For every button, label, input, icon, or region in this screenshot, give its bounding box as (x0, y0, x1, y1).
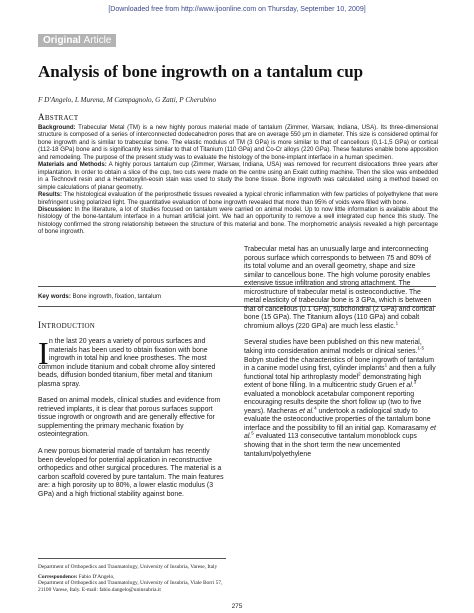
citation-ref: 4 (314, 405, 317, 411)
right-p2-a: Several studies have been published on this new material, taking into consideration animal models or clinical series. (244, 339, 422, 356)
intro-p1-line-3: ingrowth in total hip and knee prostheses. The most (49, 355, 207, 363)
citation-ref: 3 (413, 379, 417, 385)
introduction-heading-first: I (38, 320, 42, 330)
right-p2-c: and then a fully functional total hip arthroplasty model (244, 365, 436, 381)
abstract-methods-text: A highly porous tantalum cup (Zimmer, Warsaw, Indiana, USA) was removed for recurrent dislocations three years after implantation. In order to obtain a slice of the cup, two cuts were made on the centre using an Exakt cutting machine. Then the slice was embedded in a Technovit resin and a Hematoxylin-eosin stain was used to study the bone tissue. Bone ingrowth was calculated using a method based on simple calculations of planar geometry. (38, 161, 439, 191)
et-al: et al. (244, 424, 436, 441)
right-column (244, 246, 436, 459)
right-paragraph-2 (244, 339, 436, 459)
abstract-background-text: Trabecular Metal (TM) is a new highly porous material made of tantalum (Zimmer, Warsaw, Indiana, USA). Its three-dimensional structure is composed of a series of interconnected dodecahedron pores that are on average 550 μm in diameter. This size is considered optimal for bone ingrowth and is similar to trabecular bone. The elastic modulus of TM (3 GPa) is more similar to that of cancellous (0,1-1,5 GPa) or cortical (112-18 GPa) bone and is significantly less similar to that of Titanium (110 GPa) and Co-Cr alloys (220 GPa). These features enable bone apposition and remodeling. The purpose of the present study was to evaluate the histology of the bone-implant interface in a human specimen. (38, 124, 438, 161)
keywords-label: Key words: (38, 293, 71, 300)
affiliation: Department of Orthopedics and Traumatology, University of Insubria, Varese, Italy (38, 564, 218, 570)
right-p2-e: evaluated a monoblock acetabular component reporting encouraging results despite the short follow up (two to five years). Macheras (244, 390, 422, 415)
correspondence-address: Department of Orthopedics and Traumatology, University of Insubria, Viale Borri 57, 21100 Varese, Italy. E-mail: fabio.dangelo@uninsubria.it (38, 580, 223, 593)
abstract-heading-first: A (38, 112, 45, 122)
article-type-light: Article (83, 35, 112, 46)
abstract-background (38, 124, 438, 161)
article-type-badge (38, 34, 116, 47)
article-type-bold: Original (43, 35, 81, 46)
citation-ref: 2 (358, 371, 361, 377)
intro-paragraph-2: Based on animal models, clinical studies and evidence from retrieved implants, it is clear that porous surfaces support tissue ingrowth or ongrowth and are generally effective for supplementing the primary mechanic fixation by osteointegration. (38, 397, 221, 439)
intro-p1-line-1: n the last 20 years a variety of porous surfaces and (49, 338, 206, 345)
correspondence (38, 574, 226, 594)
download-note: [Downloaded free from http://www.ijoonline.com on Thursday, September 10, 2009] (108, 6, 366, 13)
paper-title: Analysis of bone ingrowth on a tantalum cup (38, 62, 364, 81)
abstract-methods (38, 161, 438, 191)
author-list: F D'Angelo, L Murena, M Campagnolo, G Zatti, P Cherubino (38, 96, 217, 104)
intro-paragraph-3: A new porous biomaterial made of tantalum has recently been developed for potential application in reconstructive orthopedics and other surgical procedures. The material is a carbon scaffold covered by pure tantalum. The main features are: a high porosity up to 80%, a lower elastic modulus (3 GPa) and a high frictional stability against bone. (38, 448, 224, 498)
introduction-heading (38, 320, 95, 330)
abstract-discussion (38, 206, 438, 236)
intro-p1-rest: common include titanium and cobalt chrome alloy sintered beads, diffusion bonded titanium, fiber metal and titanium plasma spray. (38, 363, 216, 388)
right-paragraph-1 (244, 246, 436, 331)
right-p2-b: Bobyn studied the characteristics of bone ingrowth of tantalum in a canine model using first, cylinder implants (244, 356, 434, 373)
page-number: 275 (231, 603, 243, 610)
abstract-results (38, 191, 438, 206)
correspondence-name: Fabio D'Angelo, (77, 573, 115, 580)
abstract-discussion-label: Discussion: (38, 205, 73, 213)
abstract-results-label: Results: (38, 191, 63, 199)
citation-ref: 1 (384, 362, 388, 368)
abstract-results-text: The histological evaluation of the periprosthetic tissues revealed a typical chronic inflammation with few particles of polyethylene that were birefringent using polarized light. The quantitative evaluation of bone ingrowth revealed that more than 95% of voids were filled with bone. (38, 191, 438, 206)
right-p1-text: Trabecular metal has an unusually large and interconnecting porous surface which corresponds to between 75 and 80% of its total volume and an overall geometry, shape and size similar to cancellous bone. The high volume porosity enables extensive tissue infiltration and strong attachment. The microstructure of trabecular metal is osteoconductive. The metal elasticity of trabecular bone is 3 GPa, which is between that of cancellous (0.1 GPa), subchondral (2 GPa) and cortical bone (15 GPa). The Titanium alloys (110 GPa) and cobalt chromium alloys (220 GPa) are much less elastic. (244, 246, 434, 330)
left-column (38, 335, 226, 499)
correspondence-label: Correspondence: (38, 573, 78, 580)
abstract-methods-label: Materials and Methods: (38, 161, 107, 169)
right-p2-d: demonstrating high extent of bone filling. In a multicentric study Gruen (244, 373, 422, 390)
citation-ref: 1-5 (417, 345, 425, 351)
introduction-heading-rest: NTRODUCTION (41, 322, 96, 330)
citation-ref: 5 (251, 431, 254, 437)
right-p2-g: evaluated 113 consecutive tantalum monoblock cups showing that in the short term the new uncemented tantalum/polyethylene (244, 433, 417, 458)
citation-ref: 1 (395, 320, 399, 326)
drop-cap: I (38, 335, 49, 371)
abstract-heading-rest: BSTRACT (44, 114, 79, 122)
intro-p1-line-2: materials has been used to obtain fixation with bone (49, 346, 208, 354)
abstract-heading (38, 112, 78, 122)
et-al: et al. (398, 382, 414, 390)
et-al: et al. (299, 407, 315, 415)
footnote-divider (38, 558, 226, 559)
abstract-background-label: Background: (38, 124, 76, 131)
abstract-body (38, 124, 438, 236)
intro-paragraph-1 (38, 335, 226, 389)
footnote (38, 564, 226, 596)
abstract-discussion-text: In the literature, a lot of studies focused on tantalum were carried on animal model. Up to now little information is available about the histology of the bone-tantalum interface in a human artificial joint. We had an opportunity to remove a well integrated cup hence this study. The histology confirmed the strong relationship between the structure of this material and bone. The morphometric analysis revealed a high percentage of bone ingrowth. (38, 205, 438, 236)
keywords-text: Bone ingrowth, fixation, tantalum (70, 293, 161, 300)
right-p2-f: undertook a radiological study to evaluate the osteoconductive properties of the tantalum bone interface and the possibility to fill an initial gap. Komarasamy (244, 407, 431, 432)
